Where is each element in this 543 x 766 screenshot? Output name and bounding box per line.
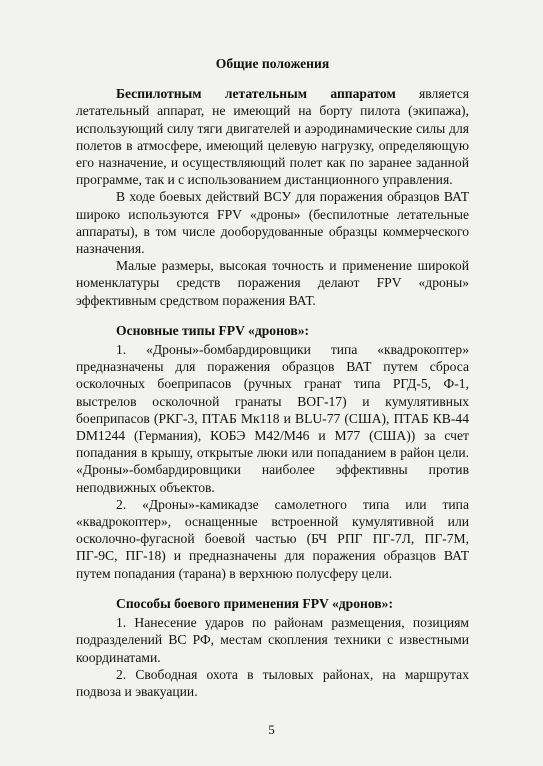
paragraph-usage: В ходе боевых действий ВСУ для поражения образцов ВАТ широко используются FPV «дроны» (беспилотные летательные аппараты), в том числе дооборудованные образцы коммерческого назначения. (76, 189, 469, 257)
section-heading-types: Основные типы FPV «дронов»: (116, 322, 310, 338)
section-heading-general: Общие положения (215, 56, 330, 71)
intro-paragraph (76, 85, 469, 188)
list-item: 1. Нанесение ударов по районам размещения, позициям подразделений ВС РФ, местам скопления техники с известными координатами. (76, 615, 469, 665)
list-item: 2. Свободная охота в тыловых районах, на маршрутах подвоза и эвакуации. (76, 666, 469, 699)
paragraph-effectiveness: Малые размеры, высокая точность и применение широкой номенклатуры средств поражения делают FPV «дроны» эффективным средством поражения ВАТ. (76, 258, 469, 308)
section-heading-methods: Способы боевого применения FPV «дронов»: (116, 595, 393, 611)
list-item: 1. «Дроны»-бомбардировщики типа «квадрокоптер» предназначены для поражения образцов ВАТ путем сброса осколочных боеприпасов (ручных гранат типа РГД-5, Ф-1, выстрелов осколочной гранаты ВОГ-17) и кумулятивных боеприпасов (РКГ-3, ПТАБ Мк118 и BLU-77 (США), ПТАБ КВ-44 DM1244 (Германия), КОБЭ М42/М46 и М77 (США)) за счет попадания в крышу, открытые люки или попаданием в район цели. «Дроны»-бомбардировщики наиболее эффективны против неподвижных объектов. (76, 342, 469, 495)
intro-paragraph-text: является летательный аппарат, не имеющий на борту пилота (экипажа), использующий силу тяги двигателей и аэродинамические силы для полетов в атмосфере, имеющий целевую нагрузку, определяющую его назначение, и осуществляющий полет как по заранее заданной программе, так и с использованием дистанционного управления. (76, 86, 469, 188)
page-number: 5 (268, 722, 275, 737)
defined-term: Беспилотным летательным аппаратом (116, 86, 396, 102)
document-body (76, 55, 469, 700)
list-item: 2. «Дроны»-камикадзе самолетного типа или типа «квадрокоптер», оснащенные встроенной кумулятивной или осколочно-фугасной боевой частью (БЧ РПГ ПГ-7Л, ПГ-7М, ПГ-9С, ПГ-18) и предназначены для поражения образцов ВАТ путем попадания (тарана) в верхнюю полусферу цели. (76, 496, 469, 581)
